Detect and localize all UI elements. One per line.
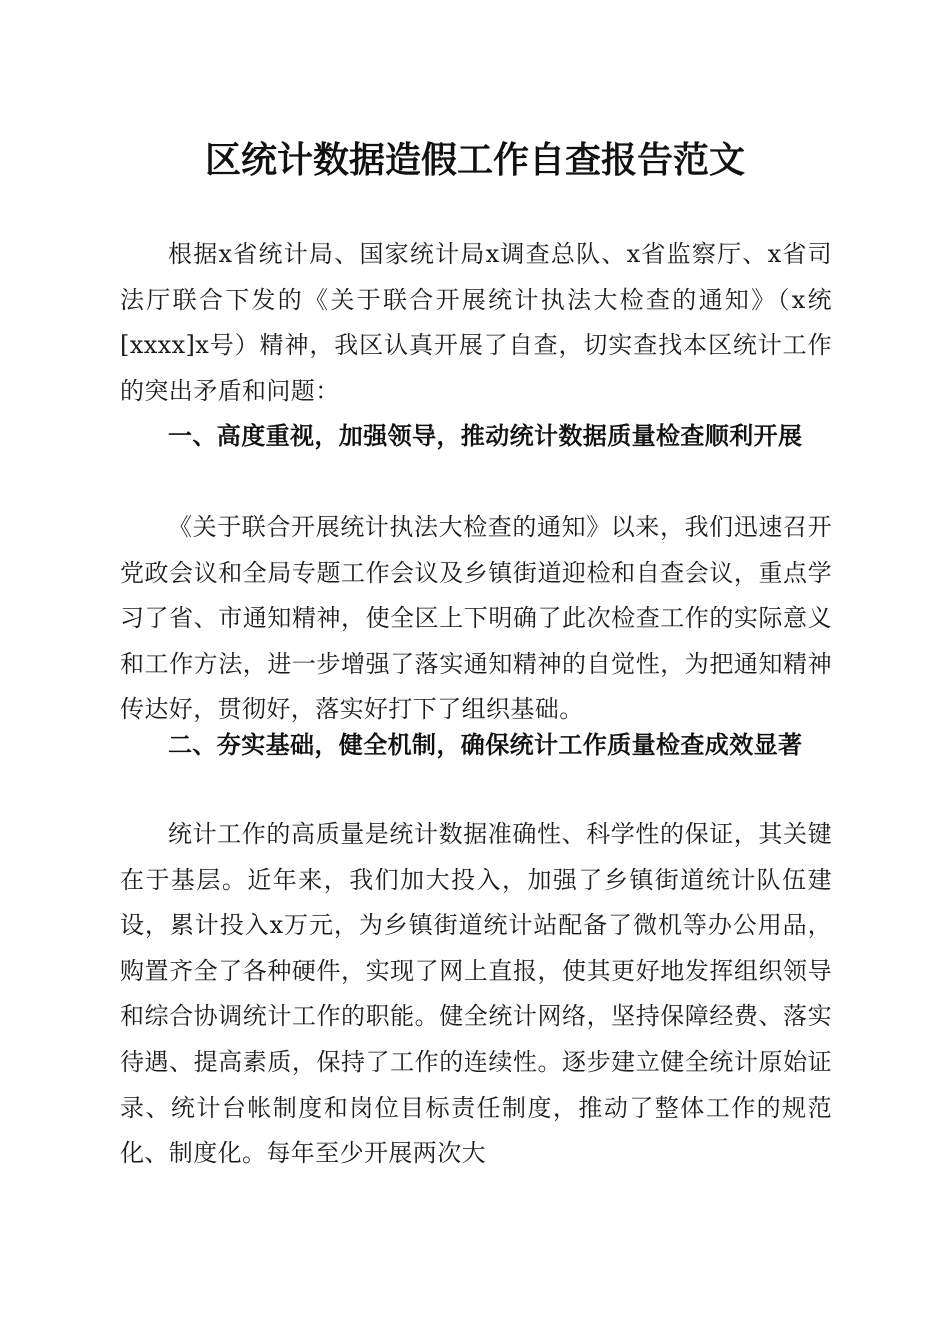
section-heading-2: 二、夯实基础，健全机制，确保统计工作质量检查成效显著 [168, 731, 803, 759]
paragraph-section-1: 《关于联合开展统计执法大检查的通知》以来，我们迅速召开党政会议和全局专题工作会议及乡镇街道迎检和自查会议，重点学习了省、市通知精神，使全区上下明确了此次检查工作的实际意义和工作方法，进一步增强了落实通知精神的自觉性，为把通知精神传达好，贯彻好，落实好打下了组织基础。 [120, 513, 832, 724]
paragraph-intro: 根据x省统计局、国家统计局x调查总队、x省监察厅、x省司法厅联合下发的《关于联合开展统计执法大检查的通知》（x统[xxxx]x号）精神，我区认真开展了自查，切实查找本区统计工作的突出矛盾和问题： [120, 240, 832, 405]
document-title: 区统计数据造假工作自查报告范文 [204, 139, 745, 181]
section-heading-1: 一、高度重视，加强领导，推动统计数据质量检查顺利开展 [168, 422, 803, 450]
paragraph-section-2: 统计工作的高质量是统计数据准确性、科学性的保证，其关键在于基层。近年来，我们加大投入，加强了乡镇街道统计队伍建设，累计投入x万元，为乡镇街道统计站配备了微机等办公用品，购置齐全了各种硬件，实现了网上直报，使其更好地发挥组织领导和综合协调统计工作的职能。健全统计网络，坚持保障经费、落实待遇、提高素质，保持了工作的连续性。逐步建立健全统计原始证录、统计台帐制度和岗位目标责任制度，推动了整体工作的规范化、制度化。每年至少开展两次大 [120, 820, 832, 1168]
